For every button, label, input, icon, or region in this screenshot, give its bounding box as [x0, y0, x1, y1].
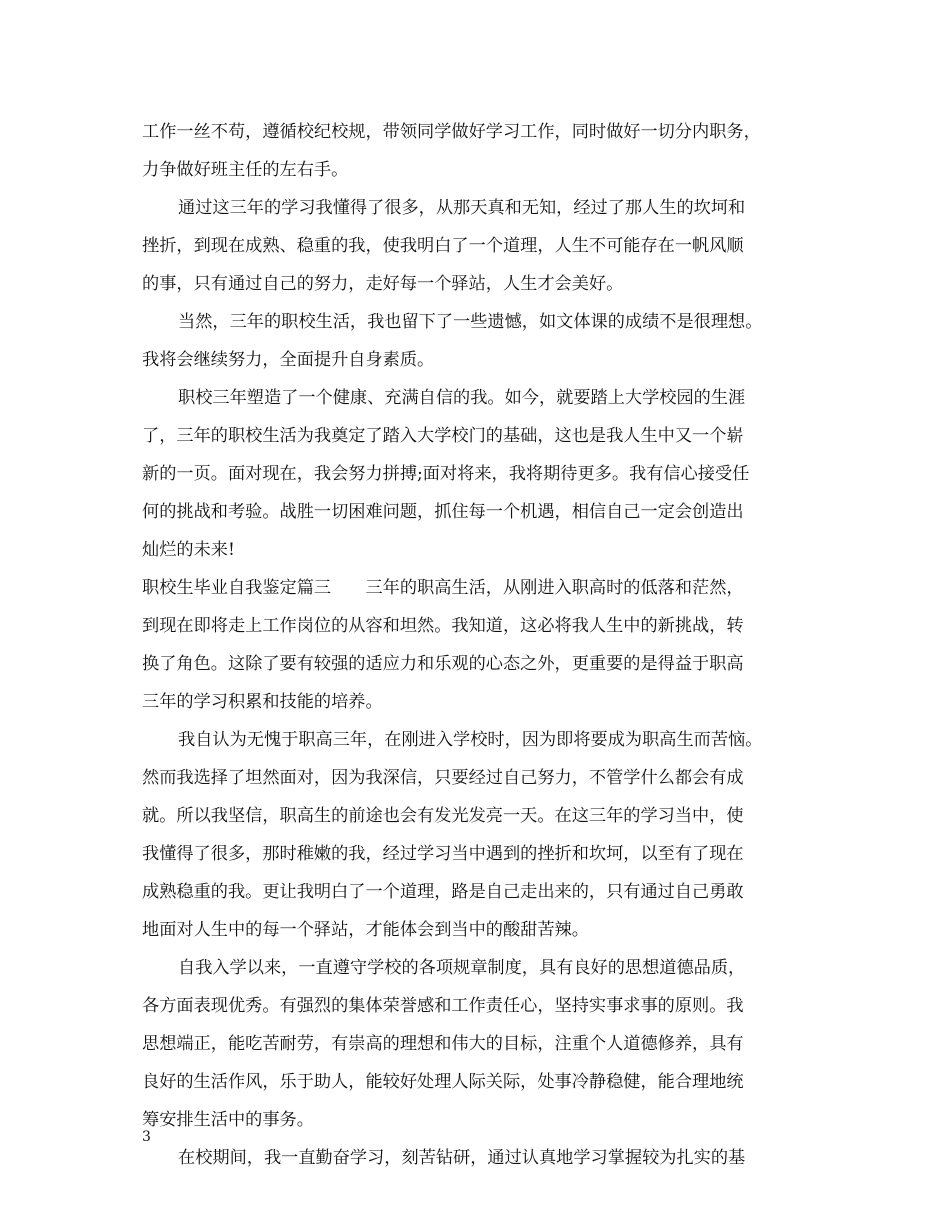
paragraph-start-line: 自我入学以来，一直遵守学校的各项规章制度，具有良好的思想道德品质，	[178, 958, 746, 978]
text-line: 何的挑战和考验。战胜一切困难问题，抓住每一个机遇，相信自己一定会创造出	[142, 502, 744, 522]
text-line: 地面对人生中的每一个驿站，才能体会到当中的酸甜苦辣。	[142, 920, 589, 940]
section-heading-line: 职校生毕业自我鉴定篇三 三年的职高生活，从刚进入职高时的低落和茫然，	[142, 578, 744, 598]
text-line: 工作一丝不苟，遵循校纪校规，带领同学做好学习工作，同时做好一切分内职务，	[142, 122, 761, 142]
text-line: 新的一页。面对现在，我会努力拼搏;面对将来，我将期待更多。我有信心接受任	[142, 464, 750, 484]
text-line: 良好的生活作风，乐于助人，能较好处理人际关际，处事冷静稳健，能合理地统	[142, 1072, 744, 1092]
paragraph-start-line: 我自认为无愧于职高三年，在刚进入学校时，因为即将要成为职高生而苦恼。	[178, 730, 763, 750]
text-line: 的事，只有通过自己的努力，走好每一个驿站，人生才会美好。	[142, 274, 624, 294]
text-line: 我将会继续努力，全面提升自身素质。	[142, 350, 435, 370]
text-line: 换了角色。这除了要有较强的适应力和乐观的心态之外，更重要的是得益于职高	[142, 654, 744, 674]
text-line: 思想端正，能吃苦耐劳，有崇高的理想和伟大的目标，注重个人道德修养，具有	[142, 1034, 744, 1054]
text-line: 到现在即将走上工作岗位的从容和坦然。我知道，这必将我人生中的新挑战，转	[142, 616, 744, 636]
text-line: 筹安排生活中的事务。	[142, 1110, 314, 1130]
text-line: 各方面表现优秀。有强烈的集体荣誉感和工作责任心，坚持实事求事的原则。我	[142, 996, 744, 1016]
paragraph-start-line: 通过这三年的学习我懂得了很多，从那天真和无知，经过了那人生的坎坷和	[178, 198, 746, 218]
text-line: 三年的学习积累和技能的培养。	[142, 692, 383, 712]
text-line: 力争做好班主任的左右手。	[142, 160, 349, 180]
text-line: 成熟稳重的我。更让我明白了一个道理，路是自己走出来的，只有通过自己勇敢	[142, 882, 744, 902]
paragraph-start-line: 在校期间，我一直勤奋学习，刻苦钻研，通过认真地学习掌握较为扎实的基	[178, 1148, 746, 1168]
paragraph-start-line: 当然，三年的职校生活，我也留下了一些遗憾，如文体课的成绩不是很理想。	[178, 312, 763, 332]
page-number: 3	[142, 1129, 151, 1145]
text-line: 就。所以我坚信，职高生的前途也会有发光发亮一天。在这三年的学习当中，使	[142, 806, 744, 826]
paragraph-start-line: 职校三年塑造了一个健康、充满自信的我。如今，就要踏上大学校园的生涯	[178, 388, 746, 408]
text-line: 了，三年的职校生活为我奠定了踏入大学校门的基础，这也是我人生中又一个崭	[142, 426, 744, 446]
text-line: 灿烂的未来!	[142, 540, 235, 560]
text-line: 我懂得了很多，那时稚嫩的我，经过学习当中遇到的挫折和坎坷，以至有了现在	[142, 844, 744, 864]
text-line: 挫折，到现在成熟、稳重的我，使我明白了一个道理，人生不可能存在一帆风顺	[142, 236, 744, 256]
text-line: 然而我选择了坦然面对，因为我深信，只要经过自己努力，不管学什么都会有成	[142, 768, 744, 788]
document-body	[142, 113, 832, 1177]
